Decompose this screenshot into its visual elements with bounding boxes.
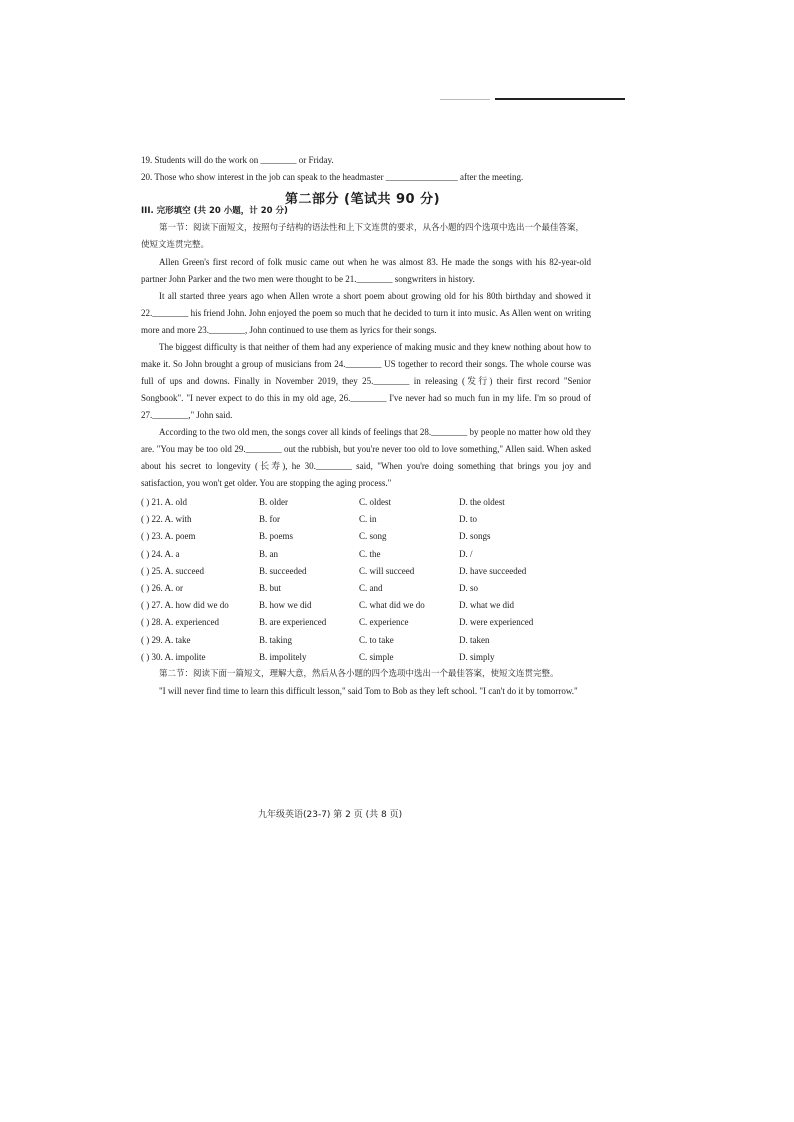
option-d: D. have succeeded (459, 565, 527, 576)
passage-paragraph-1: Allen Green's first record of folk music came out when he was almost 83. He made the songs with his 82-year-old partner John Parker and the two men were thought to be 21.________ songwriters in history. (141, 257, 591, 284)
option-a: ( ) 24. A. a (141, 548, 180, 559)
option-d: D. what we did (459, 600, 514, 611)
section-3-heading: III. 完形填空 (共 20 小题，计 20 分) (141, 206, 288, 216)
option-c: C. song (359, 531, 387, 542)
option-b: B. for (259, 514, 280, 525)
option-d: D. taken (459, 634, 490, 645)
option-b: B. are experienced (259, 617, 327, 628)
option-b: B. but (259, 583, 282, 594)
page-footer: 九年级英语(23-7) 第 2 页 (共 8 页) (258, 810, 403, 820)
option-row-25 (141, 563, 591, 580)
option-d: D. were experienced (459, 617, 534, 628)
option-a: ( ) 30. A. impolite (141, 651, 206, 662)
option-c: C. oldest (359, 497, 392, 508)
option-d: D. songs (459, 531, 491, 542)
option-a: ( ) 23. A. poem (141, 531, 196, 542)
option-a: ( ) 27. A. how did we do (141, 600, 229, 611)
option-c: C. and (359, 583, 383, 594)
option-c: C. in (359, 514, 377, 525)
option-a: ( ) 28. A. experienced (141, 617, 219, 628)
option-b: B. succeeded (259, 565, 307, 576)
option-row-24 (141, 546, 591, 563)
option-d: D. the oldest (459, 497, 505, 508)
option-c: C. simple (359, 651, 394, 662)
option-a: ( ) 22. A. with (141, 514, 192, 525)
section-2-instructions: 第二节：阅读下面一篇短文，理解大意，然后从各小题的四个选项中选出一个最佳答案，使短文连贯完整。 (159, 668, 559, 679)
option-c: C. the (359, 548, 381, 559)
option-a: ( ) 29. A. take (141, 634, 191, 645)
option-a: ( ) 25. A. succeed (141, 565, 204, 576)
option-a: ( ) 21. A. old (141, 497, 187, 508)
page-content (141, 152, 591, 700)
section-1-instructions: 第一节：阅读下面短文，按照句子结构的语法性和上下文连贯的要求，从各小题的四个选项中选出一个最佳答案，使短文连贯完整。 (141, 223, 585, 250)
option-c: C. experience (359, 617, 409, 628)
option-c: C. to take (359, 634, 394, 645)
option-row-26 (141, 580, 591, 597)
passage-paragraph-2: It all started three years ago when Allen wrote a short poem about growing old for his 80th birthday and showed it 22.________ his friend John. John enjoyed the poem so much that he decided to turn it into music. As Allen went on writing more and more 23.________, John continued to use them as lyrics for their songs. (141, 291, 591, 335)
option-row-27 (141, 597, 591, 614)
option-b: B. an (259, 548, 278, 559)
option-b: B. poems (259, 531, 294, 542)
option-b: B. older (259, 497, 288, 508)
options-list (141, 494, 591, 666)
option-d: D. so (459, 583, 479, 594)
option-row-23 (141, 528, 591, 545)
option-b: B. impolitely (259, 651, 307, 662)
option-row-29 (141, 632, 591, 649)
part-2-title: 第二部分 (笔试共 90 分) (285, 192, 441, 207)
option-c: C. will succeed (359, 565, 415, 576)
question-20: 20. Those who show interest in the job can speak to the headmaster ________________ after the meeting. (141, 172, 524, 182)
option-a: ( ) 26. A. or (141, 583, 183, 594)
question-19: 19. Students will do the work on ________ or Friday. (141, 155, 334, 165)
passage-paragraph-4: According to the two old men, the songs cover all kinds of feelings that 28.________ by people no matter how old they are. "You may be too old 29.________ out the rubbish, but you're never too old to love something," Allen said. When asked about his secret to longevity (长寿), he 30.________ said, "When you're doing something that brings you joy and satisfaction, you won't get older. You are stopping the aging process." (141, 427, 591, 488)
option-d: D. simply (459, 651, 495, 662)
option-row-21 (141, 494, 591, 511)
passage-paragraph-3: The biggest difficulty is that neither of them had any experience of making music and they knew nothing about how to make it. So John brought a group of musicians from 24.________ US together to record their songs. The whole course was full of ups and downs. Finally in November 2019, they 25.________ in releasing (发行) their first record "Senior Songbook". "I never expect to do this in my old age, 26.________ I've never had so much fun in my life. I'm so proud of 27.________," John said. (141, 342, 591, 420)
option-row-22 (141, 511, 591, 528)
option-c: C. what did we do (359, 600, 425, 611)
header-rule (495, 98, 625, 100)
option-d: D. / (459, 548, 473, 559)
option-d: D. to (459, 514, 477, 525)
option-row-30 (141, 649, 591, 666)
option-b: B. taking (259, 634, 292, 645)
option-row-28 (141, 614, 591, 631)
section-2-opening: "I will never find time to learn this difficult lesson," said Tom to Bob as they left school. "I can't do it by tomorrow." (159, 685, 578, 696)
option-b: B. how we did (259, 600, 312, 611)
header-rule-faint (440, 99, 490, 100)
